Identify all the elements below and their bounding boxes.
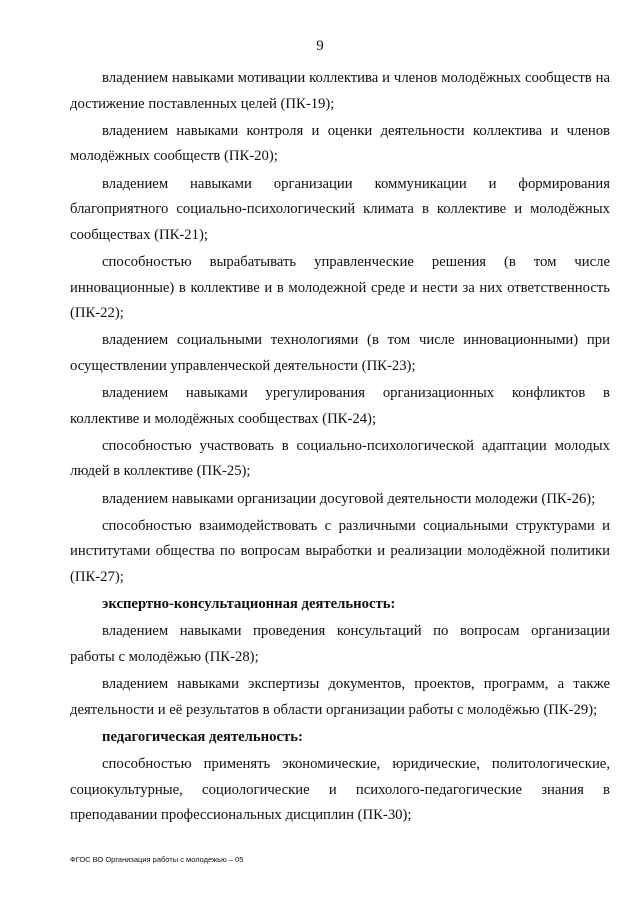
paragraph-pk-29: владением навыками экспертизы документов, проектов, программ, а также деятельности и её результатов в области организации работы с молодёжью (ПК-29);: [70, 676, 610, 718]
page-footer: ФГОС ВО Организация работы с молодежью – 05: [70, 855, 244, 864]
paragraph-pk-23: владением социальными технологиями (в том числе инновационными) при осуществлении управленческой деятельности (ПК-23);: [70, 332, 610, 374]
page-number: 9: [316, 38, 324, 54]
paragraph-pk-20: владением навыками контроля и оценки деятельности коллектива и членов молодёжных сообществ (ПК-20);: [70, 122, 610, 165]
paragraph-pk-30: способностью применять экономические, юридические, политологические, социокультурные, социологические и психолого-педагогические знания в преподавании профессиональных дисциплин (ПК-30);: [70, 756, 610, 824]
section-heading-expert-consulting: экспертно-консультационная деятельность:: [102, 596, 396, 613]
paragraph-pk-25: способностью участвовать в социально-психологической адаптации молодых людей в коллективе (ПК-25);: [70, 437, 610, 480]
paragraph-pk-19: владением навыками мотивации коллектива и членов молодёжных сообществ на достижение поставленных целей (ПК-19);: [70, 70, 610, 112]
section-heading-pedagogical: педагогическая деятельность:: [102, 728, 303, 745]
paragraph-pk-22: способностью вырабатывать управленческие решения (в том числе инновационные) в коллективе и в молодежной среде и нести за них ответственность (ПК-22);: [70, 253, 610, 322]
paragraph-pk-26: владением навыками организации досуговой деятельности молодежи (ПК-26);: [102, 490, 596, 507]
paragraph-pk-24: владением навыками урегулирования организационных конфликтов в коллективе и молодёжных сообществах (ПК-24);: [70, 385, 610, 427]
paragraph-pk-21: владением навыками организации коммуникации и формирования благоприятного социально-психологический климата в коллективе и молодёжных сообществах (ПК-21);: [70, 175, 610, 243]
paragraph-pk-28: владением навыками проведения консультаций по вопросам организации работы с молодёжью (ПК-28);: [70, 623, 610, 665]
page-body: [70, 66, 610, 831]
paragraph-pk-27: способностью взаимодействовать с различными социальными структурами и институтами общества по вопросам выработки и реализации молодёжной политики (ПК-27);: [70, 517, 610, 586]
